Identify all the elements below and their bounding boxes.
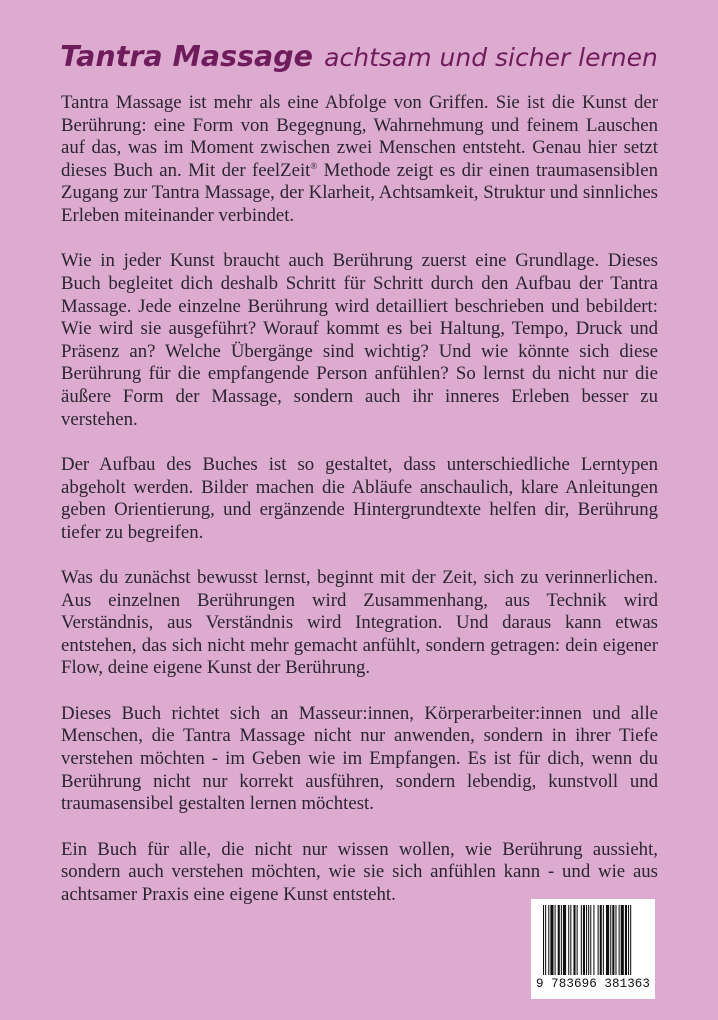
barcode-bar [628,905,629,975]
barcode-bar [558,905,560,975]
barcode-bar [573,905,575,975]
paragraph-3: Der Aufbau des Buches ist so gestaltet, dass unterschiedliche Lerntypen abgeholt werden. Bilder machen die Abläufe anschaulich, klare Anleitungen geben Orientierung, und ergänzende Hintergrundtexte helfen dir, Berührung tiefer zu begreifen. [61,453,658,543]
barcode-bar [615,905,616,975]
barcode-bar [583,905,585,975]
barcode-bar [581,905,582,975]
barcode-bar [563,905,566,975]
book-title [0,36,718,74]
title-subtitle: achtsam und sicher lernen [324,43,658,72]
paragraph-6: Ein Buch für alle, die nicht nur wissen wollen, wie Berührung aussieht, sondern auch verstehen möchten, wie sie sich anfühlen kann - und wie aus achtsamer Praxis eine eigene Kunst entsteht. [61,838,658,905]
barcode-bar [590,905,591,975]
barcode-bar [561,905,562,975]
barcode-bar [610,905,611,975]
paragraph-2: Wie in jeder Kunst braucht auch Berührung zuerst eine Grundlage. Dieses Buch begleitet dich deshalb Schritt für Schritt durch den Aufbau der Tantra Massage. Jede einzelne Berührung wird detailliert beschrieben und bebildert: Wie wird sie ausgeführt? Worauf kommt es bei Haltung, Tempo, Druck und Präsenz an? Welche Übergänge sind wichtig? Und wie könnte sich diese Berührung für die empfangende Person anfühlen? So lernst du nicht nur die äußere Form der Massage, sondern auch ihr inneres Erleben besser zu verstehen. [61,250,658,430]
barcode-bar [548,905,549,975]
barcode-bar [570,905,571,975]
isbn-barcode [531,899,655,999]
barcode-bar [621,905,624,975]
barcode-bar [603,905,604,975]
barcode-bar [588,905,589,975]
barcode-bar [577,905,578,975]
barcode-bar [612,905,614,975]
barcode-bar [543,905,544,975]
barcode-bar [598,905,599,975]
barcode-bars [541,905,645,975]
registered-mark: ® [310,160,318,171]
barcode-bar [600,905,602,975]
barcode-bar [625,905,627,975]
title-main: Tantra Massage [60,40,314,73]
blurb-text [61,92,658,906]
paragraph-4: Was du zunächst bewusst lernst, beginnt mit der Zeit, sich zu verinnerlichen. Aus einzelnen Berührungen wird Zusammenhang, aus Technik wird Verständnis, aus Verständnis wird Integration. Und daraus kann etwas entstehen, das sich nicht mehr gemacht anfühlt, sondern getragen: dein eigener Flow, deine eigene Kunst der Berührung. [61,567,658,679]
barcode-number: 9 783696 381363 [535,977,651,991]
paragraph-1: Tantra Massage ist mehr als eine Abfolge von Griffen. Sie ist die Kunst der Berührung: eine Form von Begegnung, Wahrnehmung und feinem Lauschen auf das, was im Moment zwischen zwei Menschen entsteht. Genau hier setzt dieses Buch an. Mit der feelZeit® Methode zeigt es dir einen traumasensiblen Zugang zur Tantra Massage, der Klarheit, Achtsamkeit, Struktur und sinnliches Erleben miteinander verbindet. [61,92,659,226]
barcode-bar [593,905,594,975]
paragraph-5: Dieses Buch richtet sich an Masseur:innen, Körperarbeiter:innen und alle Menschen, die Tantra Massage nicht nur anwenden, sondern in ihrer Tiefe verstehen möchten - im Geben wie im Empfangen. Es ist für dich, wenn du Berührung nicht nur korrekt ausführen, sondern lebendig, kunstvoll und traumasensibel gestalten lernen möchtest. [61,702,658,815]
barcode-bar [568,905,569,975]
barcode-bar [550,905,553,975]
barcode-bar [630,905,631,975]
barcode-bar [586,905,587,975]
barcode-bar [606,905,609,975]
barcode-bar [555,905,556,975]
barcode-bar [545,905,546,975]
barcode-bar [619,905,620,975]
